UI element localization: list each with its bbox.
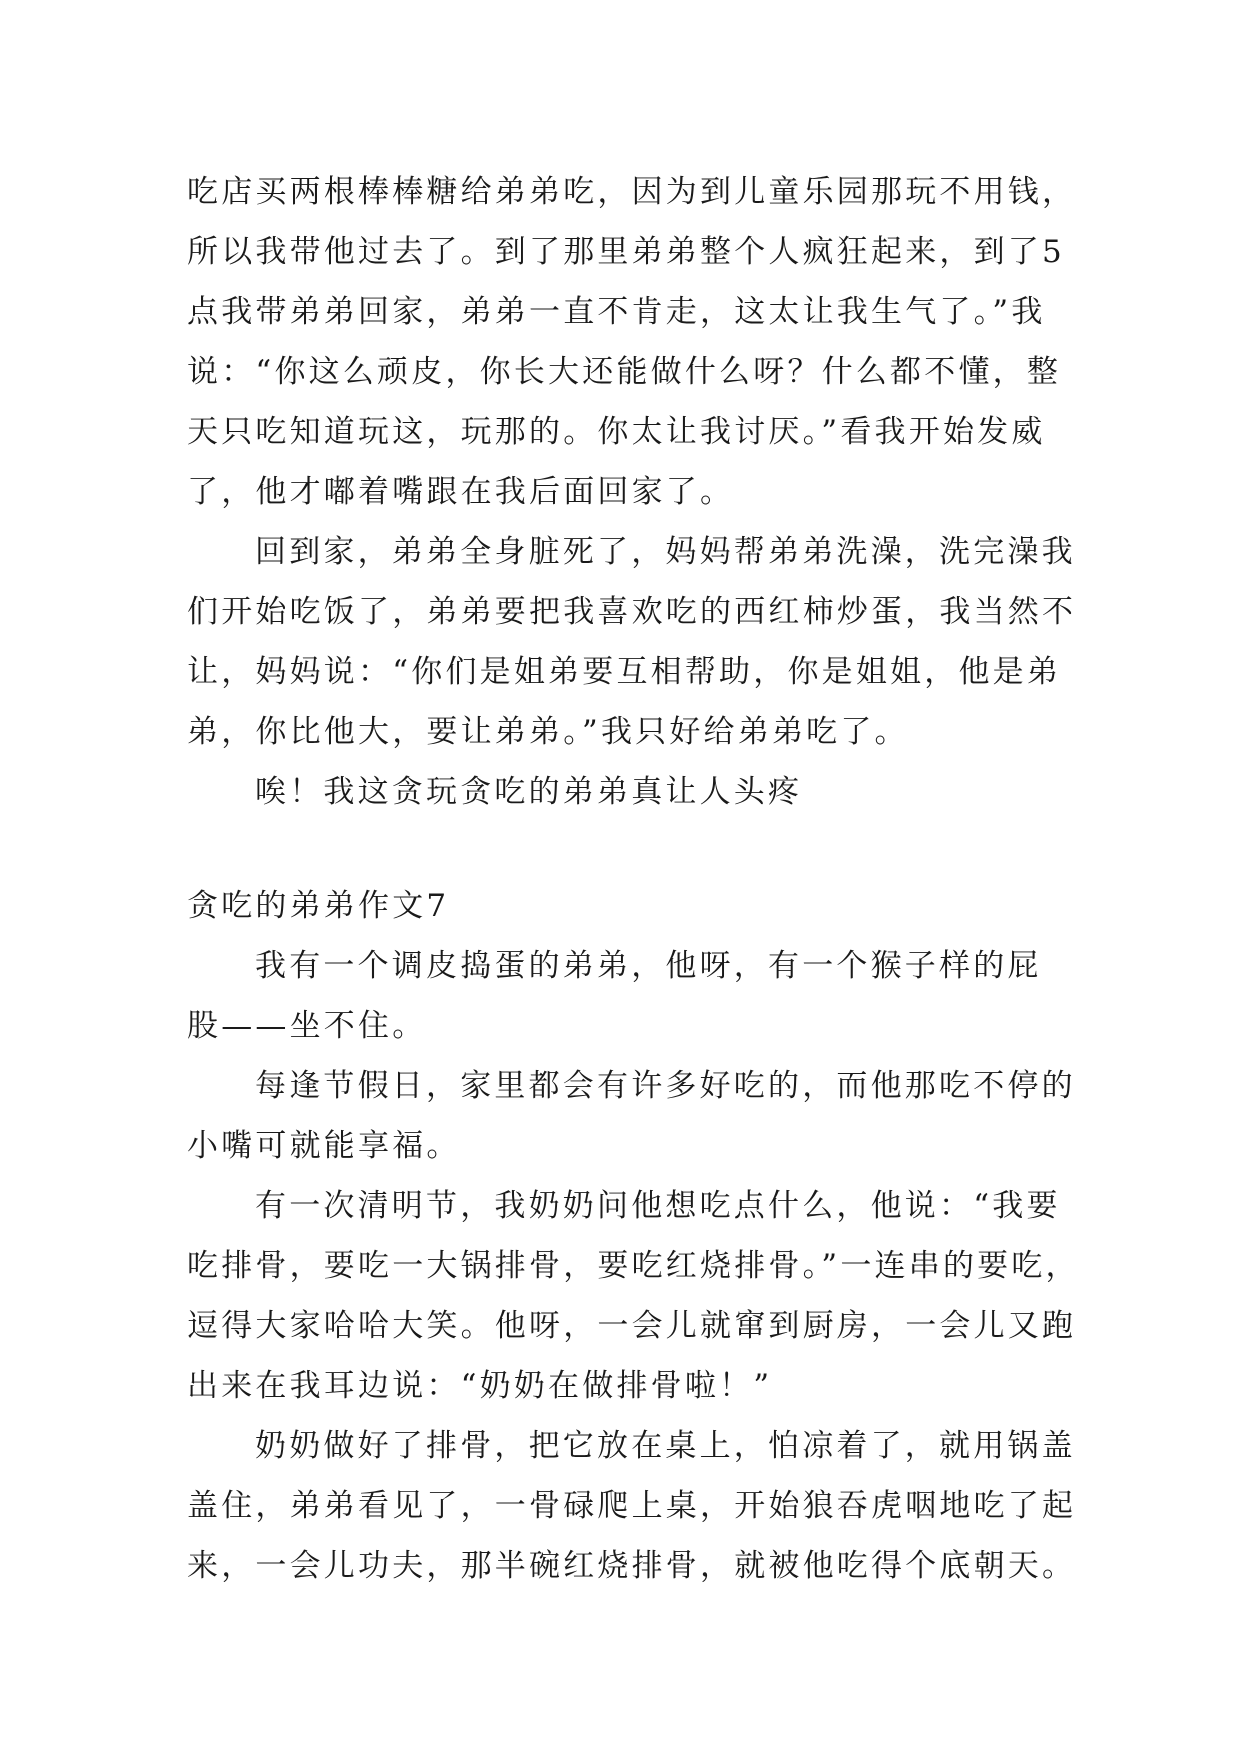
paragraph-first-line: 我有一个调皮捣蛋的弟弟，他呀，有一个猴子样的屁 (255, 948, 1042, 984)
text-line: 股——坐不住。 (187, 1008, 427, 1044)
text-line: 天只吃知道玩这，玩那的。你太让我讨厌。”看我开始发威 (187, 414, 1046, 450)
paragraph-first-line: 有一次清明节，我奶奶问他想吃点什么，他说：“我要 (255, 1188, 1061, 1224)
section-heading: 贪吃的弟弟作文7 (187, 888, 450, 924)
text-line: 所以我带他过去了。到了那里弟弟整个人疯狂起来，到了5 (187, 234, 1065, 270)
text-line: 来，一会儿功夫，那半碗红烧排骨，就被他吃得个底朝天。 (187, 1548, 1077, 1584)
text-line: 让，妈妈说：“你们是姐弟要互相帮助，你是姐姐，他是弟 (187, 654, 1062, 690)
paragraph-first-line: 每逢节假日，家里都会有许多好吃的，而他那吃不停的 (255, 1068, 1076, 1104)
text-line: 说：“你这么顽皮，你长大还能做什么呀？什么都不懂，整 (187, 354, 1062, 390)
document-body (187, 162, 1080, 1596)
text-line: 逗得大家哈哈大笑。他呀，一会儿就窜到厨房，一会儿又跑 (187, 1308, 1077, 1344)
paragraph-first-line: 唉！我这贪玩贪吃的弟弟真让人头疼 (255, 774, 803, 810)
text-line: 们开始吃饭了，弟弟要把我喜欢吃的西红柿炒蛋，我当然不 (187, 594, 1077, 630)
text-line: 了，他才嘟着嘴跟在我后面回家了。 (187, 474, 735, 510)
paragraph-first-line: 回到家，弟弟全身脏死了，妈妈帮弟弟洗澡，洗完澡我 (255, 534, 1076, 570)
text-line: 小嘴可就能享福。 (187, 1128, 461, 1164)
text-line: 点我带弟弟回家，弟弟一直不肯走，这太让我生气了。”我 (187, 294, 1046, 330)
text-line: 弟，你比他大，要让弟弟。”我只好给弟弟吃了。 (187, 714, 909, 750)
text-line: 出来在我耳边说：“奶奶在做排骨啦！” (187, 1368, 773, 1404)
text-line: 吃店买两根棒棒糖给弟弟吃，因为到儿童乐园那玩不用钱， (187, 174, 1077, 210)
text-line: 盖住，弟弟看见了，一骨碌爬上桌，开始狼吞虎咽地吃了起 (187, 1488, 1077, 1524)
text-line: 吃排骨，要吃一大锅排骨，要吃红烧排骨。”一连串的要吃， (187, 1248, 1080, 1284)
paragraph-first-line: 奶奶做好了排骨，把它放在桌上，怕凉着了，就用锅盖 (255, 1428, 1076, 1464)
section-spacer (187, 822, 1057, 876)
